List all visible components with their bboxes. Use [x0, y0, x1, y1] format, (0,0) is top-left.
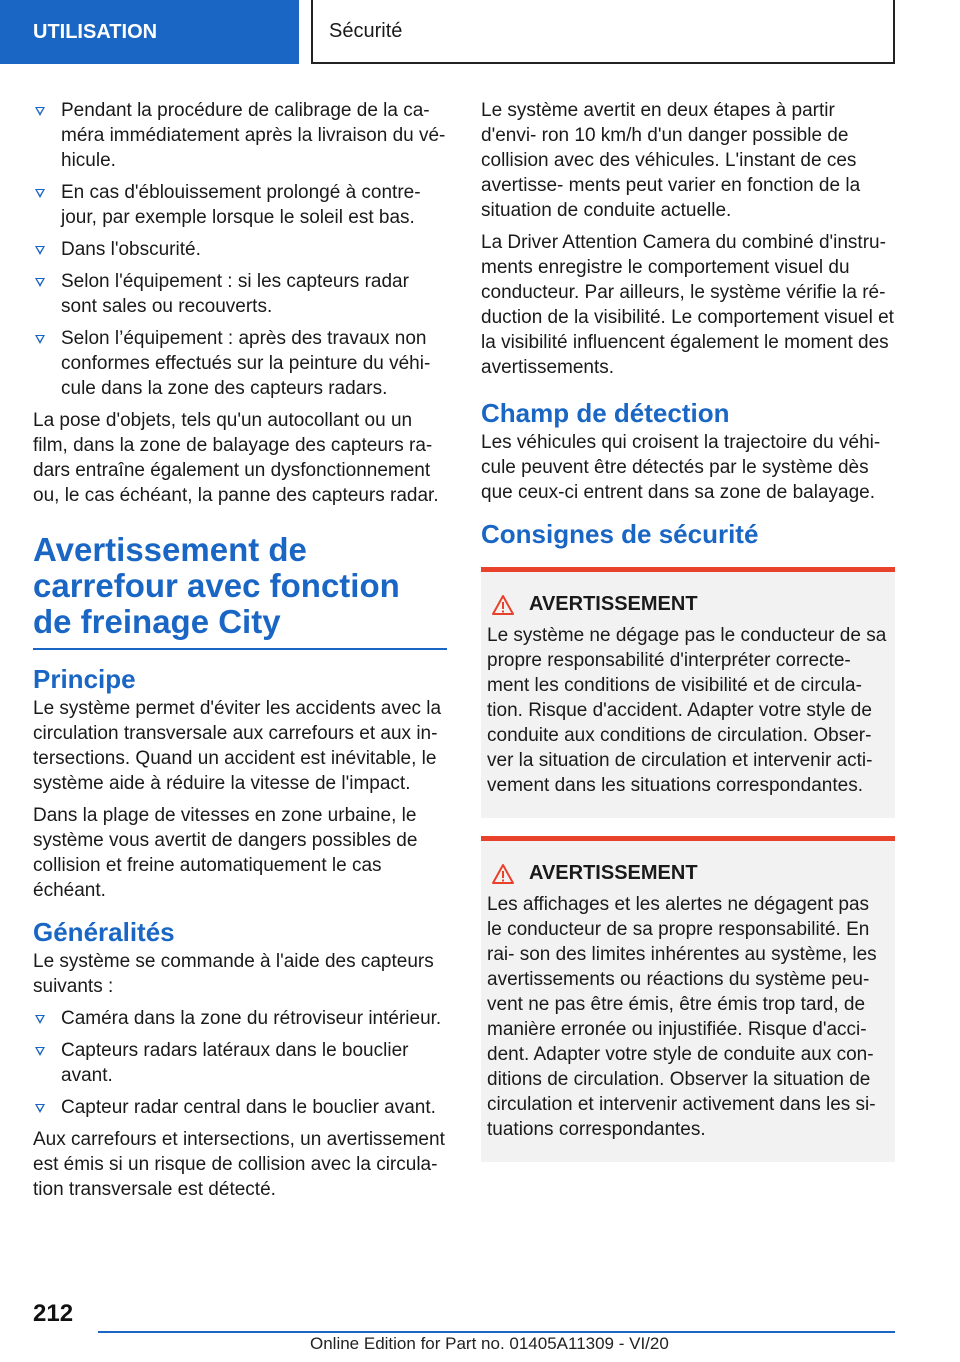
- triangle-bullet-icon: [35, 1104, 45, 1113]
- header-title-box: [311, 0, 895, 64]
- paragraph: Le système permet d'éviter les accidents avec la circulation transversale aux carrefours et aux in‐ tersections. Quand un accident est inévitable, le système aide à réduire la vitesse de l'impact.: [33, 698, 442, 794]
- warning-header: [487, 592, 888, 617]
- warning-label: AVERTISSEMENT: [529, 862, 698, 884]
- warning-text: Le système ne dégage pas le conducteur de sa propre responsabilité d'interpréter correcte‐ ment les conditions de visibilité et de circula‐ tion. Risque d'accident. Adapter votre style de conduite aux conditions de circulation. Obser‐ ver la situation de circulation et intervenir acti‐ vement dans les situations correspondantes.: [487, 625, 887, 796]
- subsection-title-champ: Champ de détection: [481, 398, 730, 428]
- page-number: 212: [33, 1300, 74, 1327]
- left-column: [33, 98, 447, 1209]
- header-section-label: UTILISATION: [33, 20, 158, 43]
- list-item: Capteurs radars latéraux dans le bouclier avant.: [33, 1038, 447, 1088]
- section-title: Avertissement de carrefour avec fonction de freinage City: [33, 532, 447, 650]
- subsection-title-consignes: Consignes de sécurité: [481, 519, 759, 549]
- warning-box: [481, 567, 895, 818]
- paragraph: Le système se commande à l'aide des capteurs suivants :: [33, 951, 434, 997]
- list-item: Dans l'obscurité.: [33, 237, 447, 262]
- warning-triangle-icon: [491, 594, 515, 616]
- sensors-list: [33, 1006, 447, 1120]
- warning-text: Les affichages et les alertes ne dégagent pas le conducteur de sa propre responsabilité. En rai‐ son des limites inhérentes au système, les avertissements ou réactions du système peu‐ vent ne pas être émis, être émis trop tard, de manière erronée ou injustifiée. Risque d'acci‐ dent. Adapter votre style de conduite aux con‐ ditions de circulation. Observer la situation de circulation et intervenir activement dans les si‐ tuations correspondantes.: [487, 894, 877, 1140]
- subsection-title-generalites: Généralités: [33, 917, 175, 947]
- triangle-bullet-icon: [35, 1015, 45, 1024]
- edition-note: Online Edition for Part no. 01405A11309 - VI/20: [310, 1334, 669, 1353]
- triangle-bullet-icon: [35, 246, 45, 255]
- header-title-label: Sécurité: [329, 19, 403, 42]
- list-item: Selon l'équipement : si les capteurs radar sont sales ou recouverts.: [33, 269, 447, 319]
- list-item: En cas d'éblouissement prolongé à contre- jour, par exemple lorsque le soleil est bas.: [33, 180, 447, 230]
- warning-header: [487, 861, 888, 886]
- triangle-bullet-icon: [35, 1047, 45, 1056]
- triangle-bullet-icon: [35, 107, 45, 116]
- triangle-bullet-icon: [35, 278, 45, 287]
- header-section-tab: [0, 0, 299, 64]
- paragraph: La Driver Attention Camera du combiné d'instru‐ ments enregistre le comportement visuel du conducteur. Par ailleurs, le système vérifie la ré‐ duction de la visibilité. Le comportement visuel et la visibilité influencent également le moment des avertissements.: [481, 232, 894, 378]
- right-column: [481, 98, 895, 1174]
- list-item: Capteur radar central dans le bouclier avant.: [33, 1095, 447, 1120]
- paragraph: Dans la plage de vitesses en zone urbaine, le système vous avertit de dangers possibles de collision et freine automatiquement le cas échéant.: [33, 805, 418, 901]
- list-item: Pendant la procédure de calibrage de la ca‐ méra immédiatement après la livraison du vé‐ hicule.: [33, 98, 447, 173]
- warning-label: AVERTISSEMENT: [529, 593, 698, 615]
- footer-divider: [98, 1331, 895, 1333]
- triangle-bullet-icon: [35, 335, 45, 344]
- warning-triangle-icon: [491, 863, 515, 885]
- list-item: Caméra dans la zone du rétroviseur intérieur.: [33, 1006, 447, 1031]
- paragraph: Les véhicules qui croisent la trajectoire du véhi‐ cule peuvent être détectés par le système dès que ceux-ci entrent dans sa zone de balayage.: [481, 432, 881, 503]
- paragraph: Le système avertit en deux étapes à partir d'envi‐ ron 10 km/h d'un danger possible de collision avec des véhicules. L'instant de ces avertisse‐ ments peut varier en fonction de la situation de conduite actuelle.: [481, 100, 861, 221]
- paragraph: Aux carrefours et intersections, un avertissement est émis si un risque de collision avec la circula‐ tion transversale est détecté.: [33, 1129, 445, 1200]
- subsection-title-principe: Principe: [33, 664, 136, 694]
- conditions-list: [33, 98, 447, 401]
- warning-box: [481, 836, 895, 1162]
- paragraph: La pose d'objets, tels qu'un autocollant ou un film, dans la zone de balayage des capteurs ra‐ dars entraîne également un dysfonctionnement ou, le cas échéant, la panne des capteurs radar.: [33, 410, 439, 506]
- list-item: Selon l’équipement : après des travaux non conformes effectués sur la peinture du véhi‐ cule dans la zone des capteurs radars.: [33, 326, 447, 401]
- triangle-bullet-icon: [35, 189, 45, 198]
